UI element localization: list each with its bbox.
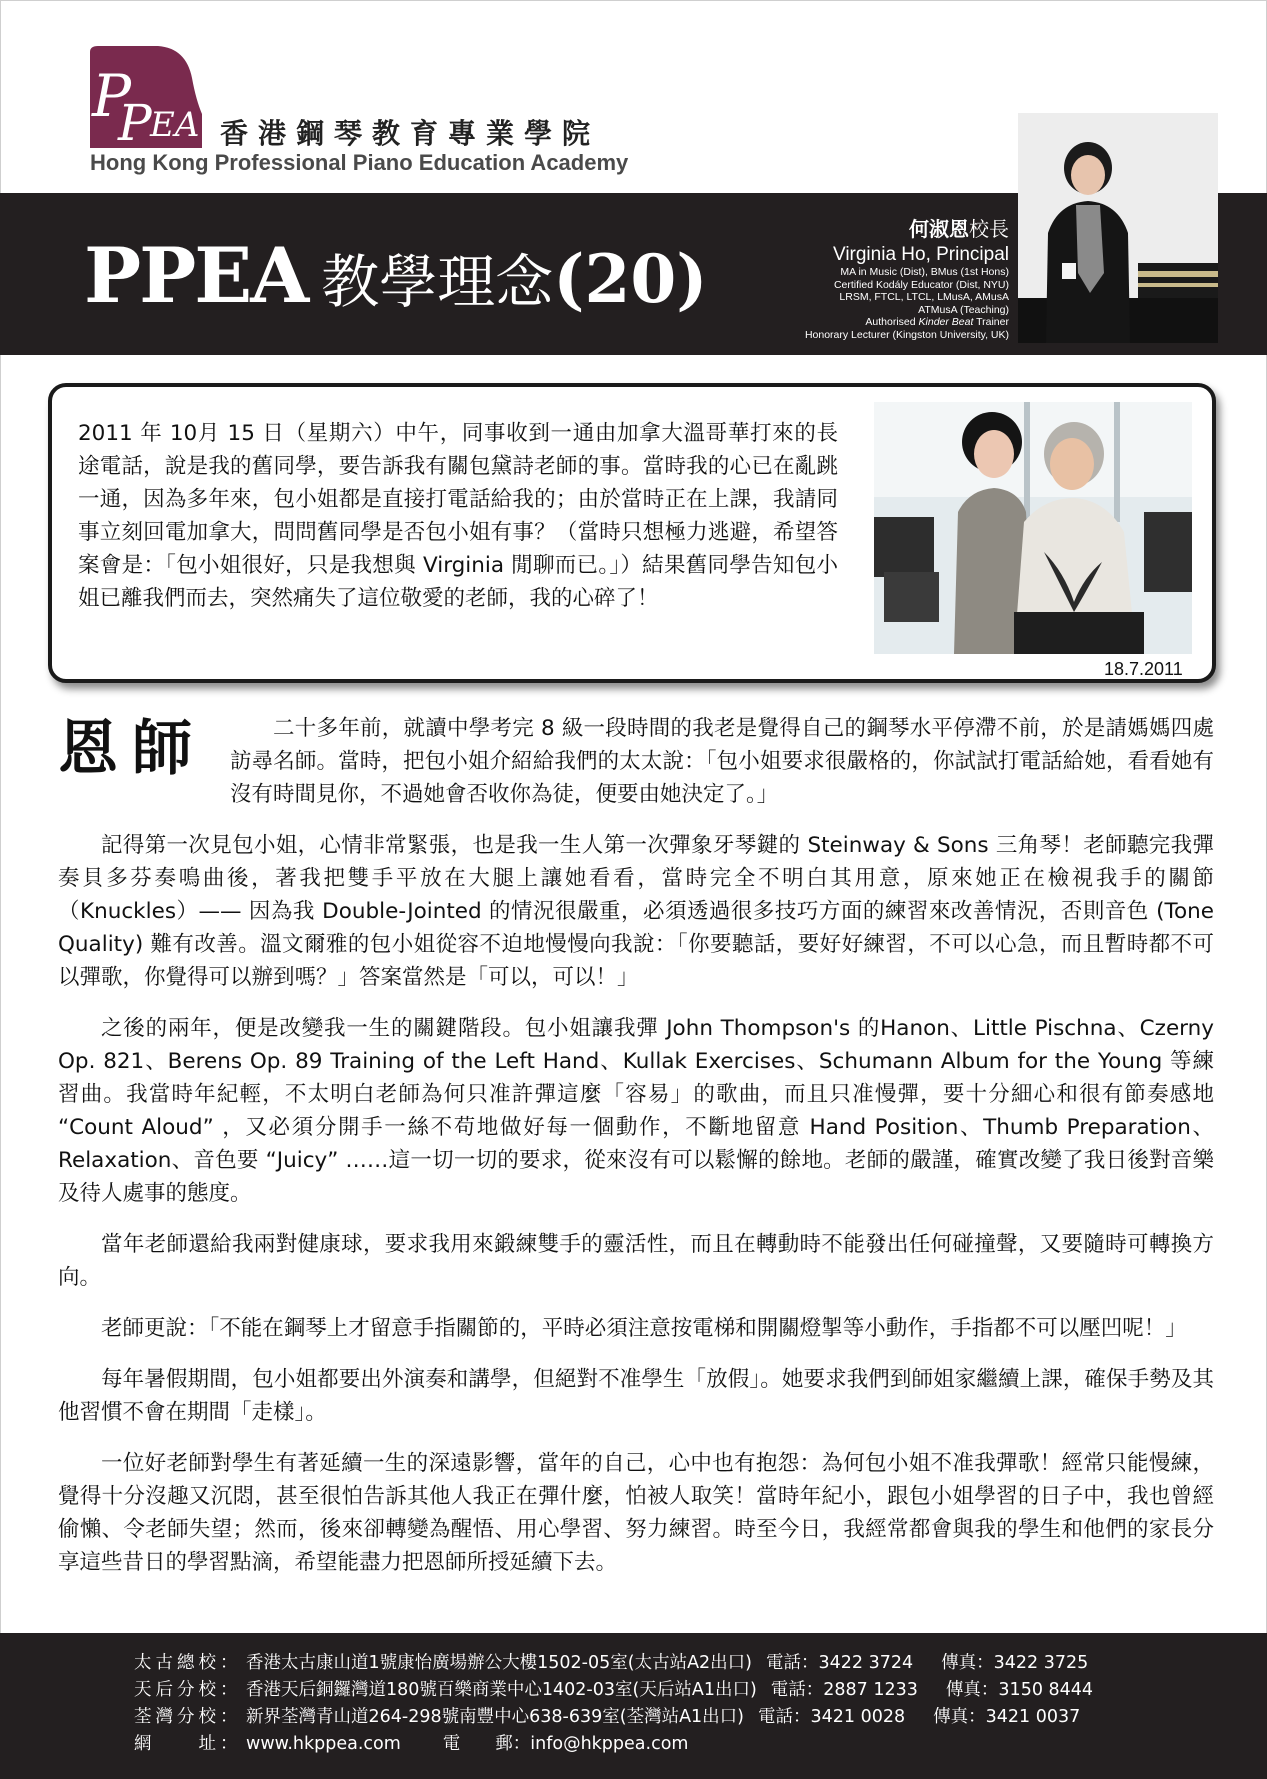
branch-fax: 傳真：3421 0037 [933, 1707, 1081, 1727]
article-paragraph: 一位好老師對學生有著延續一生的深遠影響，當年的自己，心中也有抱怨：為何包小姐不准我彈歌！經常只能慢練，覺得十分沒趣又沉悶，甚至很怕告訴其他人我正在彈什麼，怕被人取笑！當時年紀小，跟包小姐學習的日子中，我也曾經偷懶、令老師失望；然而，後來卻轉變為醒悟、用心學習、努力練習。時至今日，我經常都會與我的學生和他們的家長分享這些昔日的學習點滴，希望能盡力把恩師所授延續下去。 [58, 1451, 1214, 1575]
title-en: PPEA [84, 231, 308, 320]
title-zh: 教學理念 [321, 248, 554, 316]
photo-date: 18.7.2011 [1104, 659, 1183, 679]
article-paragraph: 當年老師還給我兩對健康球，要求我用來鍛練雙手的靈活性，而且在轉動時不能發出任何碰撞聲，又要隨時可轉換方向。 [58, 1232, 1214, 1290]
svg-text:P: P [118, 94, 152, 150]
article-body [58, 712, 1214, 1597]
credential-italic: Kinder Beat [918, 316, 974, 328]
branch-label: 太古總校： [134, 1653, 242, 1673]
article-title: 恩師 [58, 714, 206, 784]
branch-phone: 電話：2887 1233 [770, 1680, 918, 1700]
teacher-student-photo [874, 402, 1192, 654]
article-paragraph: 每年暑假期間，包小姐都要出外演奏和講學，但絕對不准學生「放假」。她要求我們到師姐家繼續上課，確保手勢及其他習慣不會在期間「走樣」。 [58, 1367, 1214, 1425]
principal-name-en: Virginia Ho, Principal [832, 244, 1009, 265]
branch-fax: 傳真：3422 3725 [941, 1653, 1089, 1673]
article-paragraph: 二十多年前，就讀中學考完 8 級一段時間的我老是覺得自己的鋼琴水平停滯不前，於是請媽媽四處訪尋名師。當時，把包小姐介紹給我們的太太說：「包小姐要求很嚴格的，你試試打電話給她，看看她有沒有時間見你，不過她會否收你為徒，便要由她決定了。」 [230, 716, 1214, 807]
principal-name-zh [805, 213, 1009, 242]
svg-text:P: P [92, 62, 132, 130]
credential-line: Honorary Lecturer (Kingston University, UK) [804, 328, 1009, 341]
branch-label: 天后分校： [134, 1680, 242, 1700]
principal-zh-name: 何淑恩 [909, 219, 969, 241]
credential-line [805, 316, 1009, 329]
email-link[interactable]: info@hkppea.com [530, 1734, 689, 1754]
website-label: 網 址： [134, 1734, 242, 1754]
article-paragraph: 之後的兩年，便是改變我一生的關鍵階段。包小姐讓我彈 John Thompson's 的Hanon、Little Pischna、Czerny Op. 821、Berens Op. 89 Training of the Left Hand、Kullak Exercises、Schumann Album for the Young 等練習曲。我當時年紀輕，不太明白老師為何只准許彈這麼「容易」的歌曲，而且只准慢彈，要十分細心和很有節奏感地 “Count Aloud” ，又必須分開手一絲不苟地做好每一個動作，不斷地留意 Hand Position、Thumb Preparation、Relaxation、音色要 “Juicy” ……這一切一切的要求，從來沒有可以鬆懈的餘地。老師的嚴謹，確實改變了我日後對音樂及待人處事的態度。 [58, 1016, 1214, 1206]
article-paragraph: 記得第一次見包小姐，心情非常緊張，也是我一生人第一次彈象牙琴鍵的 Steinway & Sons 三角琴！老師聽完我彈奏貝多芬奏鳴曲後，著我把雙手平放在大腿上讓她看看，當時完全不明白其用意，原來她正在檢視我手的關節（Knuckles）—— 因為我 Double-Jointed 的情況很嚴重，必須透過很多技巧方面的練習來改善情況，否則音色 (Tone Quality) 難有改善。溫文爾雅的包小姐從容不迫地慢慢向我說：「你要聽話，要好好練習，不可以心急，而且暫時都不可以彈歌，你覺得可以辦到嗎？」答案當然是「可以，可以！」 [58, 833, 1214, 990]
credential-suffix: Trainer [973, 316, 1009, 328]
branch-fax: 傳真：3150 8444 [945, 1680, 1094, 1700]
branch-phone: 電話：3421 0028 [758, 1707, 906, 1727]
credential-line: ATMusA (Teaching) [918, 303, 1009, 316]
principal-photo-image [1018, 113, 1218, 343]
branch-list [134, 1650, 1093, 1758]
highlight-text: 2011 年 10月 15 日（星期六）中午，同事收到一通由加拿大溫哥華打來的長途電話，說是我的舊同學，要告訴我有關包黛詩老師的事。當時我的心已在亂跳一通，因為多年來，包小姐都是直接打電話給我的；由於當時正在上課，我請同事立刻回電加拿大，問問舊同學是否包小姐有事？（當時只想極力逃避，希望答案會是：「包小姐很好，只是我想與 Virginia 閒聊而已。」）結果舊同學告知包小姐已離我們而去，突然痛失了這位敬愛的老師，我的心碎了！ [78, 421, 838, 611]
branch-address: 新界荃灣青山道264-298號南豐中心638-639室(荃灣站A1出口) [246, 1707, 744, 1727]
principal-info [805, 213, 1009, 341]
branch-row [134, 1704, 1093, 1731]
credential-line: LRSM, FTCL, LTCL, LMusA, AMusA [839, 291, 1009, 303]
school-name-zh: 香港鋼琴教育專業學院 [220, 117, 601, 150]
branch-address: 香港太古康山道1號康怡廣場辦公大樓1502-05室(太古站A2出口) [246, 1653, 753, 1673]
branch-phone: 電話：3422 3724 [766, 1653, 914, 1673]
credential-line: MA in Music (Dist), BMus (1st Hons) [840, 266, 1009, 278]
branch-row [134, 1650, 1093, 1677]
svg-text:EA: EA [150, 105, 200, 145]
email-label: 電 郵： [442, 1734, 531, 1754]
school-logo [88, 44, 629, 184]
school-name-en: Hong Kong Professional Piano Education Academy [90, 150, 629, 175]
credential-line: Certified Kodály Educator (Dist, NYU) [833, 278, 1009, 291]
page-title [84, 231, 708, 320]
highlight-box [48, 383, 1216, 683]
branch-label: 荃灣分校： [134, 1707, 242, 1727]
credential-prefix: Authorised [865, 316, 919, 328]
title-number: (20) [553, 240, 708, 318]
website-link[interactable]: www.hkppea.com [246, 1734, 401, 1754]
principal-photo [1018, 113, 1218, 343]
ppea-logo-icon [88, 44, 206, 150]
contact-footer [0, 1633, 1267, 1779]
web-row [134, 1731, 1093, 1758]
branch-address: 香港天后銅鑼灣道180號百樂商業中心1402-03室(天后站A1出口) [246, 1680, 757, 1700]
branch-row [134, 1677, 1093, 1704]
teacher-student-photo-image [874, 402, 1192, 654]
article-paragraph: 老師更說：「不能在鋼琴上才留意手指關節的，平時必須注意按電梯和開關燈掣等小動作，手指都不可以壓凹呢！」 [101, 1316, 1187, 1341]
principal-zh-role: 校長 [969, 219, 1009, 241]
